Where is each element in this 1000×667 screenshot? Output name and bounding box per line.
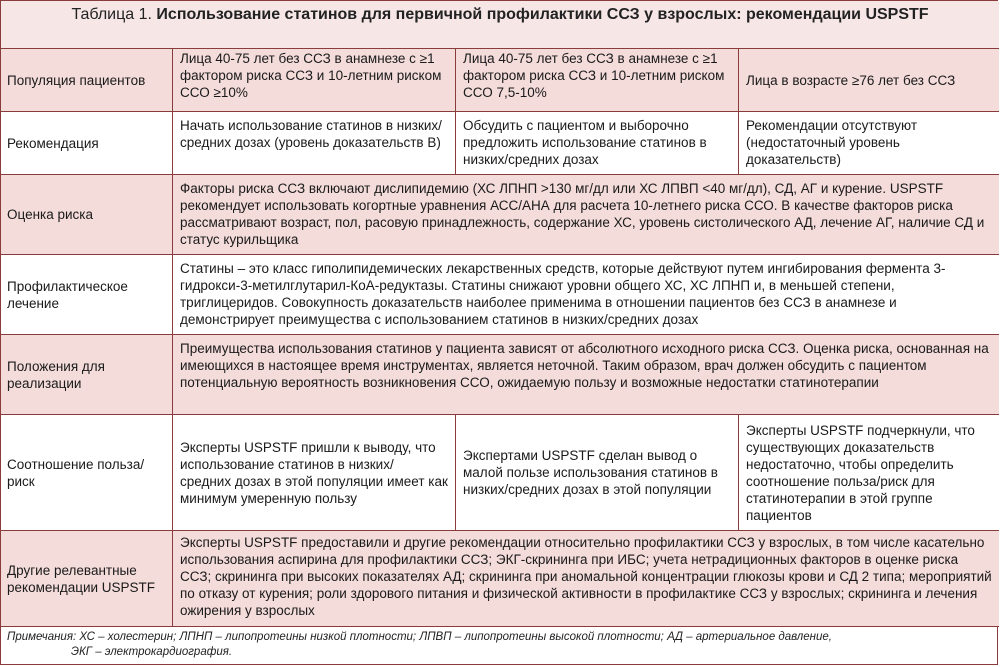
table-title-text: Использование статинов для первичной профилактики ССЗ у взрослых: рекомендации USPSTF bbox=[156, 6, 929, 23]
table-cell: Эксперты USPSTF подчеркнули, что существующих доказательств недостаточно, чтобы определить соотношение польза/риск для статинотерапии в этой группе пациентов bbox=[746, 422, 975, 523]
notes-line-2: ЭКГ – электрокардиография. bbox=[71, 646, 233, 658]
table-cell: Лица в возрасте ≥76 лет без ССЗ bbox=[746, 72, 956, 88]
table-notes bbox=[1, 627, 999, 663]
table-title bbox=[1, 1, 999, 49]
table-row-other-recommendations bbox=[1, 531, 999, 627]
table-cell-wide: Статины – это класс гиполипидемических лекарственных средств, которые действуют путем ингибирования фермента 3-гидрокси-3-метилглутарил-КоА-редуктазы. Статины снижают уровни общего ХС, ХС ЛПНП и, в меньшей степени, триглицеридов. Совокупность доказательств наиболее применима в отношении пациентов без ССЗ в анамнезе и демонстрирует преимущества с использованием статинов в низких/средних дозах bbox=[180, 261, 946, 327]
row-label: Популяция пациентов bbox=[1, 49, 173, 111]
table-row-benefit-risk bbox=[1, 415, 999, 531]
table-cell: Обсудить с пациентом и выборочно предложить использование статинов в низких/средних дозах bbox=[456, 112, 739, 174]
table-cell-wide: Факторы риска ССЗ включают дислипидемию (ХС ЛПНП >130 мг/дл или ХС ЛПВП <40 мг/дл), СД, АГ и курение. USPSTF рекомендует использовать когортные уравнения АСС/АНА для расчета 10-летнего риска ССО. В качестве факторов риска рассматривают возраст, пол, расовую принадлежность, содержание ХС, уровень систолического АД, лечение АГ, наличие СД и статус курильщика bbox=[180, 181, 985, 247]
table-row-recommendation bbox=[1, 112, 999, 175]
table-cell: Лица 40-75 лет без ССЗ в анамнезе с ≥1 фактором риска ССЗ и 10-летним риском ССО 7,5-10% bbox=[456, 49, 739, 111]
row-label: Соотношение польза/риск bbox=[1, 415, 173, 530]
table-cell: Эксперты USPSTF пришли к выводу, что использование статинов в низких/ средних дозах в этой популяции имеет как минимум умеренную пользу bbox=[173, 415, 456, 530]
table-cell: Рекомендации отсутствуют (недостаточный уровень доказательств) bbox=[746, 118, 918, 167]
table-row-implementation bbox=[1, 335, 999, 415]
row-label: Рекомендация bbox=[1, 112, 173, 174]
row-label: Профилактическое лечение bbox=[1, 255, 173, 334]
table-cell-wide: Преимущества использования статинов у пациента зависят от абсолютного исходного риска ССЗ. Оценка риска, основанная на имеющихся в настоящее время инструментах, является неточной. Таким образом, врач должен обсудить с пациентом потенциальную вероятность возникновения ССО, ожидаемую пользу и возможные недостатки статинотерапии bbox=[180, 341, 989, 390]
row-label: Оценка риска bbox=[1, 175, 173, 254]
table-row-population bbox=[1, 49, 999, 112]
table-title-number: Таблица 1. bbox=[71, 6, 152, 23]
row-label: Другие релевантные рекомендации USPSTF bbox=[1, 531, 173, 626]
table-cell: Начать использование статинов в низких/средних дозах (уровень доказательств B) bbox=[173, 112, 456, 174]
table-cell: Экспертами USPSTF сделан вывод о малой пользе использования статинов в низких/средних дозах в этой популяции bbox=[456, 415, 739, 530]
row-label: Положения для реализации bbox=[1, 335, 173, 414]
notes-line-1: Примечания: ХС – холестерин; ЛПНП – липопротеины низкой плотности; ЛПВП – липопротеины высокой плотности; АД – артериальное давление, bbox=[7, 631, 832, 643]
table-cell-wide: Эксперты USPSTF предоставили и другие рекомендации относительно профилактики ССЗ у взрослых, в том числе касательно использования аспирина для профилактики ССЗ; ЭКГ-скрининга при ИБС; учета нетрадиционных факторов в оценке риска ССЗ; скрининга при высоких показателях АД; скрининга при аномальной концентрации глюкозы крови и СД 2 типа; мероприятий по отказу от курения; роли здорового питания и физической активности в профилактике ССЗ у взрослых; скрининга и лечения ожирения у взрослых bbox=[180, 535, 992, 618]
table-row-preventive-treatment bbox=[1, 255, 999, 335]
table-cell: Лица 40-75 лет без ССЗ в анамнезе с ≥1 фактором риска ССЗ и 10-летним риском ССО ≥10% bbox=[173, 49, 456, 111]
table-row-risk-assessment bbox=[1, 175, 999, 255]
